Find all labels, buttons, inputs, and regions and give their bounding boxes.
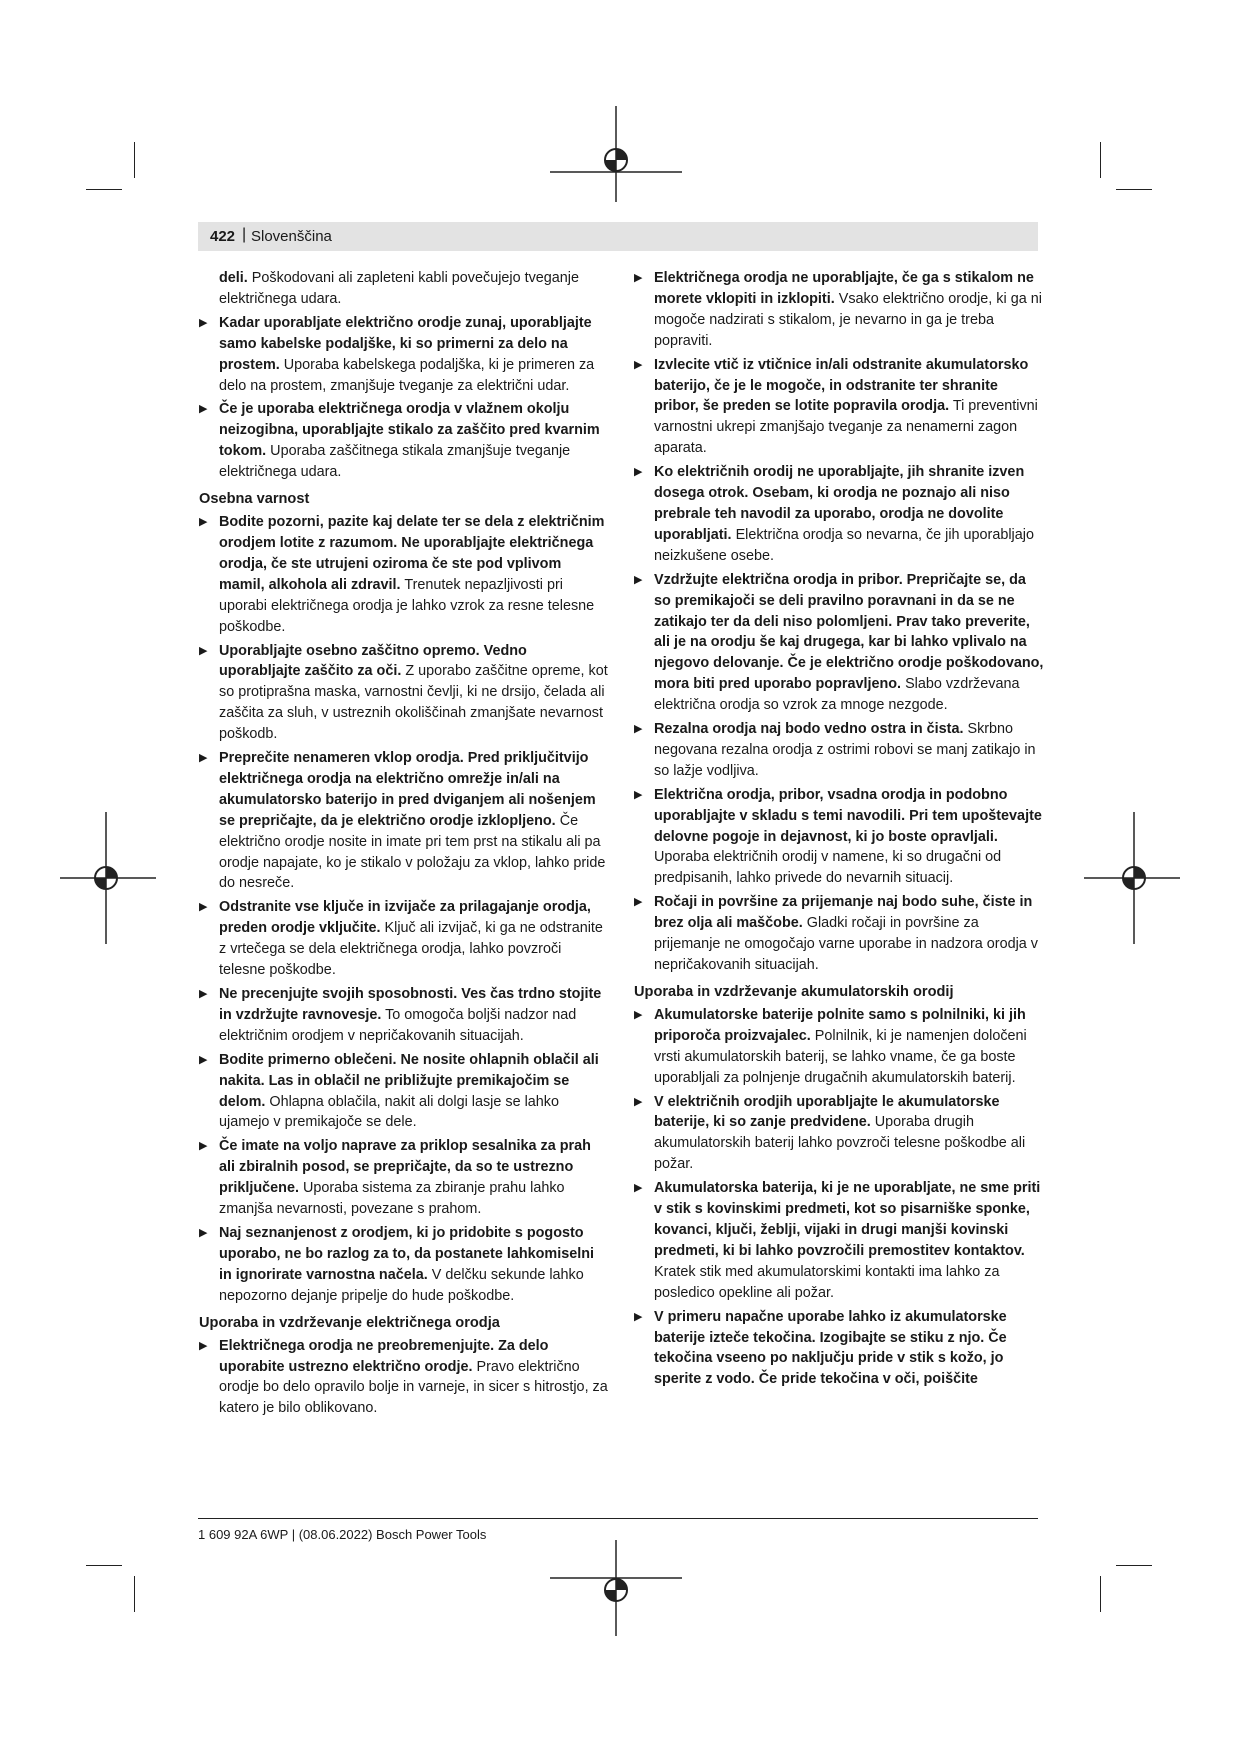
crop-mark-bl-h (86, 1565, 122, 1566)
crop-mark-br-v (1100, 1576, 1101, 1612)
section-heading-personal-safety: Osebna varnost (199, 491, 310, 508)
registration-mark-left-icon (58, 810, 158, 946)
list-item: ▶ Ne precenjujte svojih sposobnosti. Ves čas trdno stojite in vzdržujte ravnovesje. To omogoča boljši nadzor nad električnim orodjem v nepričakovanih situacijah. (199, 984, 609, 1047)
section-heading-battery-tools: Uporaba in vzdrževanje akumulatorskih orodij (634, 983, 954, 1000)
crop-mark-br-h (1116, 1565, 1152, 1566)
registration-mark-top-icon (548, 104, 684, 204)
list-item: ▶ Če je uporaba električnega orodja v vlažnem okolju neizogibna, uporabljajte stikalo za zaščito pred kvarnim tokom. Uporaba zaščitnega stikala zmanjšuje tveganje električnega udara. (199, 399, 609, 483)
list-item: ▶ Vzdržujte električna orodja in pribor. Prepričajte se, da so premikajoči se deli pravilno poravnani in da se ne zatikajo ter da deli niso polomljeni. Prav tako preverite, ali je na orodju še kaj drugega, kar bi lahko vplivalo na njegovo delovanje. Če je električno orodje poškodovano, mora biti pred uporabo popravljeno. Slabo vzdrževana električna orodja so vzrok za mnoge nezgode. (634, 570, 1046, 716)
list-item: ▶ V električnih orodjih uporabljajte le akumulatorske baterije, ki so zanje predvidene. Uporaba drugih akumulatorskih baterij lahko povzroči telesne poškodbe ali požar. (634, 1092, 1046, 1176)
list-item: ▶ Akumulatorske baterije polnite samo s polnilniki, ki jih priporoča proizvajalec. Polnilnik, ki je namenjen določeni vrsti akumulatorskih baterij, se lahko vname, če ga boste uporabljali za polnjenje drugačnih akumulatorskih baterij. (634, 1005, 1046, 1089)
list-item: ▶ Električnega orodja ne uporabljajte, če ga s stikalom ne morete vklopiti in izklopiti. Vsako električno orodje, ki ga ni mogoče nadzirati s stikalom, je nevarno in ga je treba popraviti. (634, 268, 1046, 352)
crop-mark-tl-v (134, 142, 135, 178)
list-item: ▶ Ko električnih orodij ne uporabljajte, jih shranite izven dosega otrok. Osebam, ki orodja ne poznajo ali niso prebrale teh navodil za uporabo, orodja ne dovolite uporabljati. Električna orodja so nevarna, če jih uporabljajo neizkušene osebe. (634, 462, 1046, 567)
list-item: ▶ Bodite primerno oblečeni. Ne nosite ohlapnih oblačil ali nakita. Las in oblačil ne približujte premikajočim se delom. Ohlapna oblačila, nakit ali dolgi lasje se lahko ujamejo v premikajoče se dele. (199, 1050, 609, 1134)
crop-mark-tr-v (1100, 142, 1101, 178)
crop-mark-bl-v (134, 1576, 135, 1612)
section-heading-tool-use: Uporaba in vzdrževanje električnega orodja (199, 1314, 500, 1331)
list-item: ▶ Odstranite vse ključe in izvijače za prilagajanje orodja, preden orodje vključite. Ključ ali izvijač, ki ga ne odstranite z vrtečega se dela električnega orodja, lahko povzroči telesne poškodbe. (199, 897, 609, 981)
language-label: Slovenščina (251, 228, 332, 245)
page-header (198, 222, 1038, 251)
list-item: ▶ Bodite pozorni, pazite kaj delate ter se dela z električnim orodjem lotite z razumom. Ne uporabljajte električnega orodja, če ste utrujeni oziroma če ste pod vplivom mamil, alkohola ali zdravil. Trenutek nepazljivosti pri uporabi električnega orodja je lahko vzrok za resne telesne poškodbe. (199, 512, 609, 637)
registration-mark-right-icon (1082, 810, 1182, 946)
list-item: ▶ V primeru napačne uporabe lahko iz akumulatorske baterije izteče tekočina. Izogibajte se stiku z njo. Če tekočina vseeno po naključju pride v stik s kožo, jo sperite z vodo. Če pride tekočina v oči, poiščite (634, 1307, 1046, 1391)
header-separator: | (242, 226, 247, 243)
list-item: ▶ Kadar uporabljate električno orodje zunaj, uporabljajte samo kabelske podaljške, ki so primerni za delo na prostem. Uporaba kabelskega podaljška, ki je primeren za delo na prostem, zmanjšuje tveganje za električni udar. (199, 313, 609, 397)
registration-mark-bottom-icon (548, 1538, 684, 1638)
page-number: 422 (210, 228, 236, 245)
list-item: ▶ Električnega orodja ne preobremenjujte. Za delo uporabite ustrezno električno orodje. Pravo električno orodje bo delo opravilo bolje in varneje, in sicer s hitrostjo, za katero je bilo oblikovano. (199, 1336, 609, 1420)
list-item: ▶ Naj seznanjenost z orodjem, ki jo pridobite s pogosto uporabo, ne bo razlog za to, da postanete lahkomiselni in ignorirate varnostna načela. V delčku sekunde lahko nepozorno dejanje pripelje do hude poškodbe. (199, 1223, 609, 1307)
right-column (634, 268, 1046, 1393)
left-column (199, 268, 609, 1422)
list-item: ▶ Uporabljajte osebno zaščitno opremo. Vedno uporabljajte zaščito za oči. Z uporabo zaščitne opreme, kot so protiprašna maska, varnostni čevlji, ki ne drsijo, čelada ali zaščita za sluh, v ustreznih okoliščinah zmanjšate nevarnost poškodb. (199, 641, 609, 746)
page-footer: 1 609 92A 6WP | (08.06.2022) Bosch Power Tools (198, 1527, 487, 1542)
list-item: ▶ Preprečite nenameren vklop orodja. Pred priključitvijo električnega orodja na električno omrežje in/ali na akumulatorsko baterijo in pred dviganjem ali nošenjem se prepričajte, da je električno orodje izklopljeno. Če električno orodje nosite in imate pri tem prst na stikalu ali pa orodje napajate, ko je stikalo v položaju za vklop, lahko pride do nesreče. (199, 748, 609, 894)
intro-paragraph: deli. Poškodovani ali zapleteni kabli povečujejo tveganje električnega udara. (219, 270, 580, 307)
list-item: ▶ Če imate na voljo naprave za priklop sesalnika za prah ali zbiralnih posod, se prepričajte, da so te ustrezno priključene. Uporaba sistema za zbiranje prahu lahko zmanjša nevarnosti, povezane s prahom. (199, 1136, 609, 1220)
list-item: ▶ Akumulatorska baterija, ki je ne uporabljate, ne sme priti v stik s kovinskimi predmeti, kot so pisarniške sponke, kovanci, ključi, žeblji, vijaki in drugi manjši kovinski predmeti, ki bi lahko povzročili premostitev kontaktov. Kratek stik med akumulatorskimi kontakti ima lahko za posledico opekline ali požar. (634, 1178, 1046, 1303)
list-item: ▶ Električna orodja, pribor, vsadna orodja in podobno uporabljajte v skladu s temi navodili. Pri tem upoštevajte delovne pogoje in dejavnost, ki jo boste opravljali. Uporaba električnih orodij v namene, ki so drugačni od predpisanih, lahko privede do nevarnih situacij. (634, 785, 1046, 890)
list-item: ▶ Rezalna orodja naj bodo vedno ostra in čista. Skrbno negovana rezalna orodja z ostrimi robovi se manj zatikajo in so lažje vodljiva. (634, 719, 1046, 782)
footer-divider (198, 1518, 1038, 1519)
list-item: ▶ Ročaji in površine za prijemanje naj bodo suhe, čiste in brez olja ali maščobe. Gladki ročaji in površine za prijemanje ne omogočajo varne uporabe in nadzora orodja v nepričakovanih situacijah. (634, 892, 1046, 976)
crop-mark-tl-h (86, 189, 122, 190)
crop-mark-tr-h (1116, 189, 1152, 190)
list-item: ▶ Izvlecite vtič iz vtičnice in/ali odstranite akumulatorsko baterijo, če je le mogoče, in odstranite ter shranite pribor, še preden se lotite popravila orodja. Ti preventivni varnostni ukrepi zmanjšajo tveganje za nenamerni zagon aparata. (634, 355, 1046, 460)
